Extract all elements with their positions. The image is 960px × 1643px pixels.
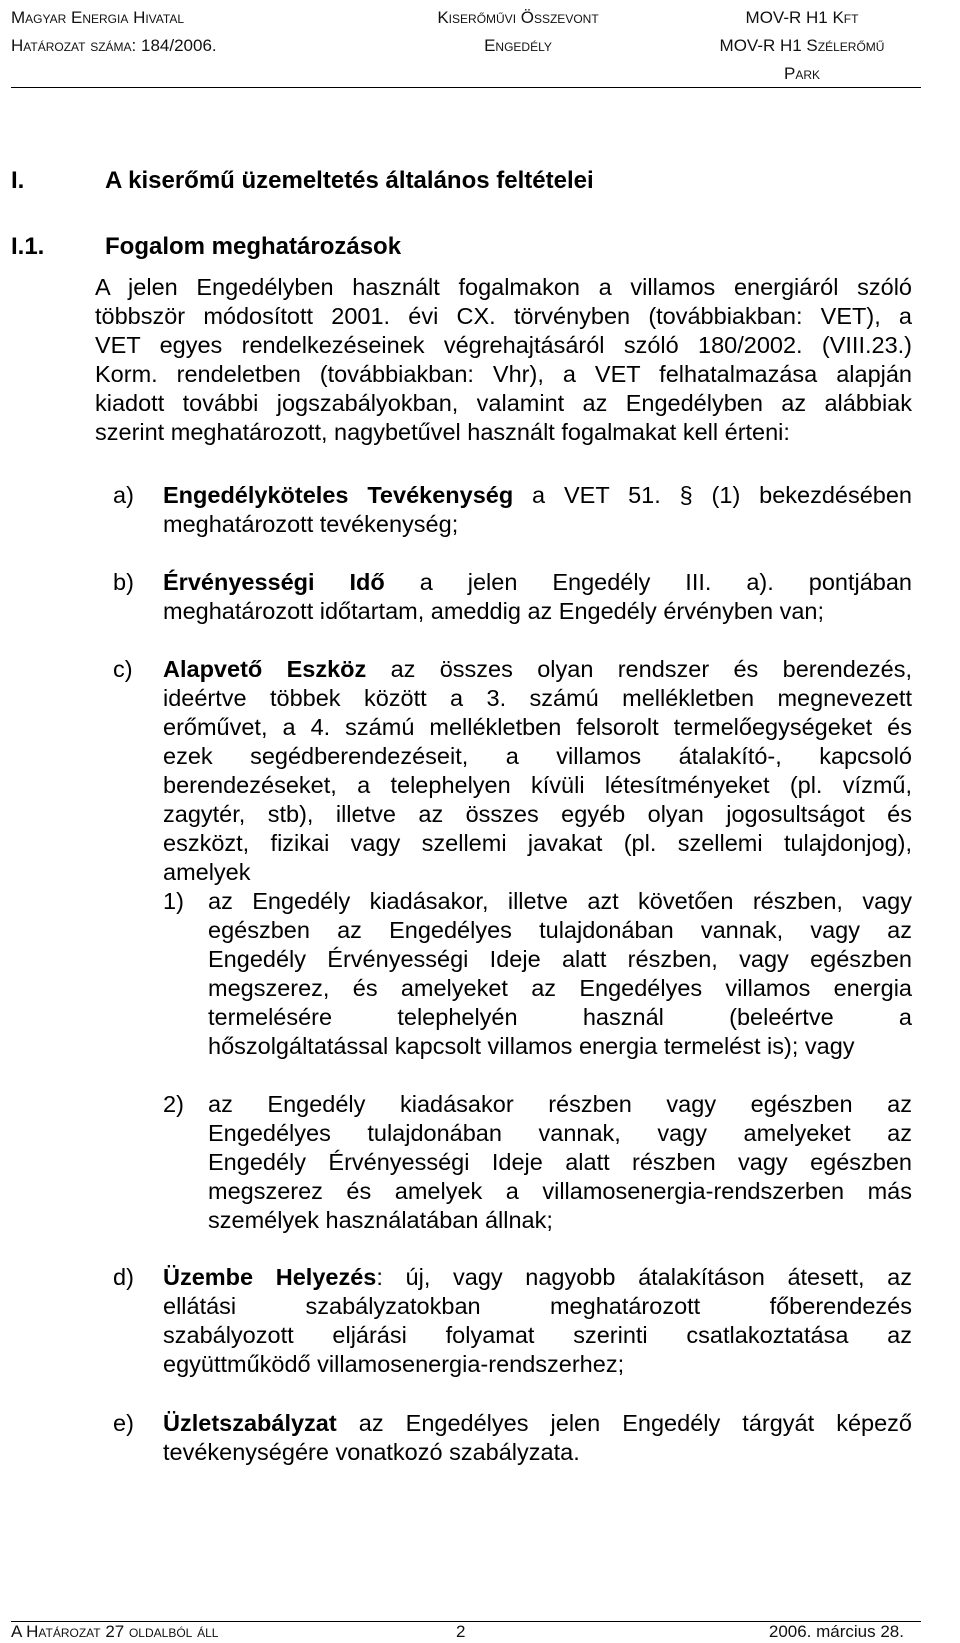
subitem-line: Engedélyes tulajdonában vannak, vagy amelyeket az bbox=[208, 1120, 912, 1146]
defined-term: Alapvető Eszköz bbox=[163, 656, 367, 682]
header-document-type bbox=[378, 4, 658, 60]
header-licensee bbox=[652, 4, 952, 88]
item-line: berendezéseket, a telephelyen kívüli létesítményeket (pl. vízmű, bbox=[163, 772, 912, 798]
item-line bbox=[163, 655, 912, 684]
subitem-line: személyek használatában állnak; bbox=[208, 1207, 553, 1233]
intro-line: A jelen Engedélyben használt fogalmakon a villamos energiáról szóló bbox=[95, 274, 912, 300]
subitem-line: megszerez és amelyek a villamosenergia-rendszerben más bbox=[208, 1178, 912, 1204]
item-line: ellátási szabályzatokban meghatározott főberendezés bbox=[163, 1293, 912, 1319]
header-doc-type-line2: Engedély bbox=[484, 36, 552, 55]
subsection-title: Fogalom meghatározások bbox=[105, 233, 402, 260]
intro-paragraph bbox=[95, 273, 912, 447]
intro-line: Korm. rendeletben (továbbiakban: Vhr), a VET felhatalmazása alapján bbox=[95, 361, 912, 387]
page-footer bbox=[0, 1620, 960, 1643]
subitem-line: az Engedély kiadásakor részben vagy egészben az bbox=[208, 1091, 912, 1117]
intro-line: szerint meghatározott, nagybetűvel használt fogalmakat kell érteni: bbox=[95, 419, 790, 445]
item-text: a jelen Engedély III. a). pontjában bbox=[384, 569, 912, 595]
defined-term: Üzletszabályzat bbox=[163, 1410, 337, 1436]
item-line: zagytér, stb), illetve az összes egyéb olyan jogosultságot és bbox=[163, 801, 912, 827]
subitem-line: egészben az Engedélyes tulajdonában vannak, vagy az bbox=[208, 917, 912, 943]
section-title: A kiserőmű üzemeltetés általános feltételei bbox=[105, 167, 594, 194]
header-doc-type-line1: Kiserőművi Összevont bbox=[437, 8, 599, 27]
item-line: amelyek bbox=[163, 859, 251, 885]
intro-line: kiadott további jogszabályokban, valamint az Engedélyben az alábbiak bbox=[95, 390, 912, 416]
subitem-label: 2) bbox=[163, 1091, 184, 1117]
header-divider bbox=[11, 87, 921, 88]
intro-line: többször módosított 2001. évi CX. törvényben (továbbiakban: VET), a bbox=[95, 303, 912, 329]
item-label: c) bbox=[113, 656, 133, 682]
defined-term: Üzembe Helyezés bbox=[163, 1264, 377, 1290]
header-project-line1: MOV-R H1 Szélerőmű bbox=[719, 36, 885, 55]
page-header bbox=[0, 4, 960, 88]
subitem-line: az Engedély kiadásakor, illetve azt követően részben, vagy bbox=[208, 888, 912, 914]
item-line bbox=[163, 1263, 912, 1292]
defined-term: Engedélyköteles Tevékenység bbox=[163, 482, 514, 508]
subitem-line: Engedély Érvényességi Ideje alatt részben vagy egészben bbox=[208, 1149, 912, 1175]
item-line: ezek segédberendezéseit, a villamos átalakító-, kapcsoló bbox=[163, 743, 912, 769]
subitem-line: termelésére telephelyén használ (beleértve a bbox=[208, 1004, 912, 1030]
subitem-line: hőszolgáltatással kapcsolt villamos energia termelést is); vagy bbox=[208, 1033, 855, 1059]
item-line: meghatározott tevékenység; bbox=[163, 511, 459, 537]
item-line: erőművet, a 4. számú mellékletben felsorolt termelőegységeket és bbox=[163, 714, 912, 740]
subitem-label: 1) bbox=[163, 888, 184, 914]
header-authority-name: Magyar Energia Hivatal bbox=[11, 8, 185, 27]
item-line: tevékenységére vonatkozó szabályzata. bbox=[163, 1439, 580, 1465]
item-label: b) bbox=[113, 569, 134, 595]
section-number: I. bbox=[11, 167, 25, 194]
subsection-number: I.1. bbox=[11, 233, 45, 260]
item-label: d) bbox=[113, 1264, 134, 1290]
item-text: az Engedélyes jelen Engedély tárgyát képező bbox=[336, 1410, 912, 1436]
item-line bbox=[163, 1409, 912, 1438]
defined-term: Érvényességi Idő bbox=[163, 569, 385, 595]
footer-page-count: A Határozat 27 oldalból áll bbox=[11, 1622, 219, 1641]
subitem-line: Engedély Érvényességi Ideje alatt részben, vagy egészben bbox=[208, 946, 912, 972]
item-line bbox=[163, 481, 912, 510]
header-decision-number: Határozat száma: 184/2006. bbox=[11, 36, 217, 55]
item-line bbox=[163, 568, 912, 597]
item-text: az összes olyan rendszer és berendezés, bbox=[366, 656, 912, 682]
item-text: a VET 51. § (1) bekezdésében bbox=[513, 482, 913, 508]
item-line: ideértve többek között a 3. számú mellékletben megnevezett bbox=[163, 685, 912, 711]
item-label: a) bbox=[113, 482, 134, 508]
item-line: eszközt, fizikai vagy szellemi javakat (pl. szellemi tulajdonjog), bbox=[163, 830, 912, 856]
item-line: meghatározott időtartam, ameddig az Engedély érvényben van; bbox=[163, 598, 825, 624]
footer-date: 2006. március 28. bbox=[768, 1622, 904, 1641]
header-licensee-name: MOV-R H1 Kft bbox=[745, 8, 859, 27]
item-line: együttműködő villamosenergia-rendszerhez; bbox=[163, 1351, 625, 1377]
header-authority bbox=[11, 4, 331, 60]
item-line: szabályozott eljárási folyamat szerinti csatlakoztatása az bbox=[163, 1322, 912, 1348]
subitem-line: megszerez, és amelyeket az Engedélyes villamos energia bbox=[208, 975, 912, 1001]
header-project-line2: Park bbox=[783, 64, 820, 83]
intro-line: VET egyes rendelkezéseinek végrehajtásáról szóló 180/2002. (VIII.23.) bbox=[95, 332, 912, 358]
item-label: e) bbox=[113, 1410, 134, 1436]
item-text: : új, vagy nagyobb átalakításon átesett, az bbox=[376, 1264, 912, 1290]
page-number: 2 bbox=[456, 1622, 466, 1641]
